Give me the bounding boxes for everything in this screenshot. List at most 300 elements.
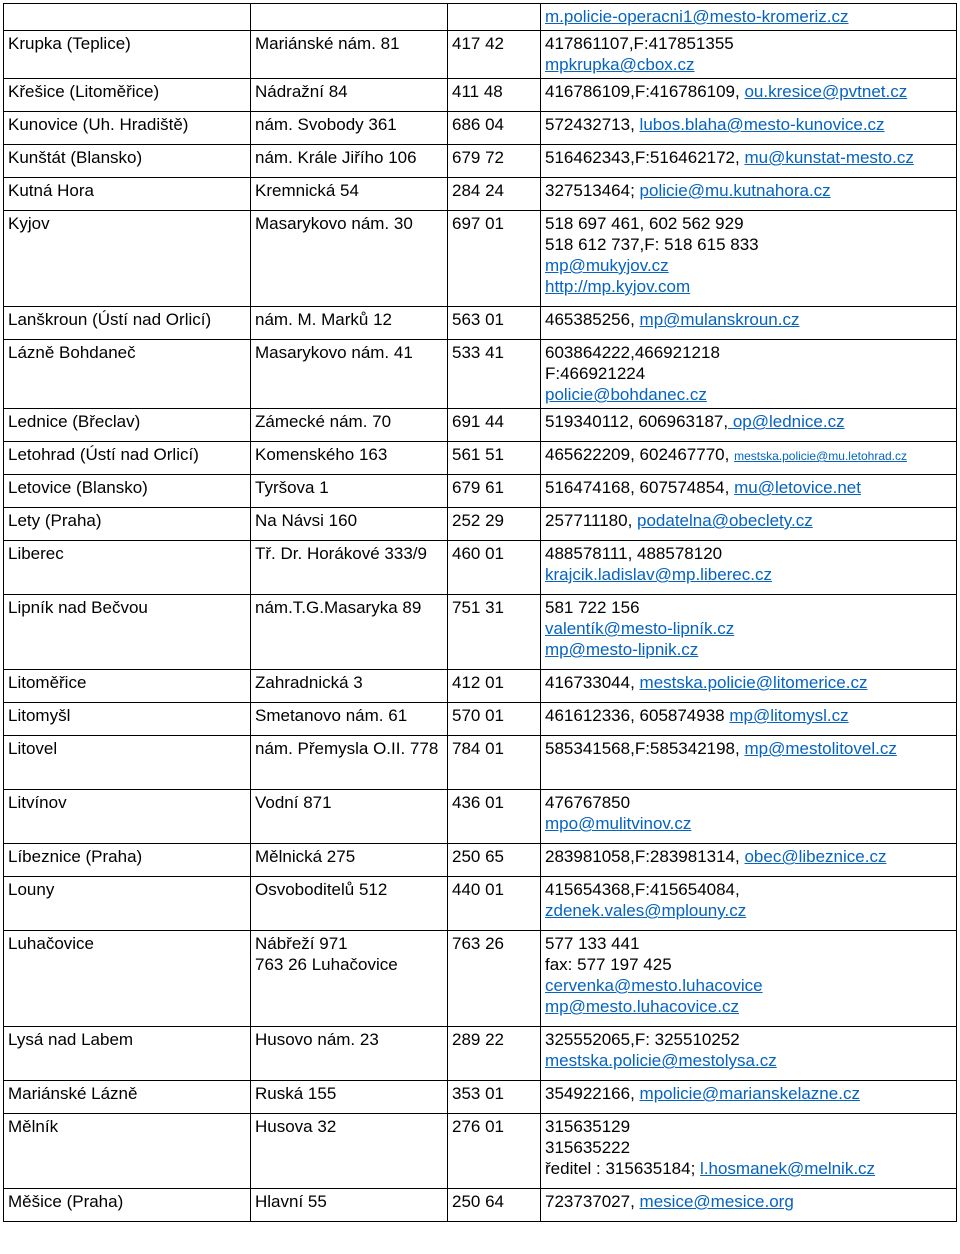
email-link[interactable]: lubos.blaha@mesto-kunovice.cz [639, 115, 885, 134]
phone-text: 417861107,F:417851355 [545, 34, 734, 53]
street-text: Vodní 871 [255, 793, 332, 812]
police-contact-table [3, 3, 957, 1222]
contact-line [545, 1083, 952, 1104]
zip-cell [448, 211, 541, 307]
email-link[interactable]: mp@mulanskroun.cz [639, 310, 800, 329]
zip-text: 679 61 [452, 478, 504, 497]
contact-line [545, 846, 952, 867]
zip-text: 276 01 [452, 1117, 504, 1136]
street-text: Zahradnická 3 [255, 673, 363, 692]
phone-text: 257711180, [545, 511, 638, 530]
city-text: Lázně Bohdaneč [8, 343, 136, 362]
city-cell [4, 307, 251, 340]
email-link[interactable]: policie@mu.kutnahora.cz [639, 181, 831, 200]
street-cell [251, 1189, 448, 1222]
contact-line [545, 1029, 952, 1050]
contact-line [545, 813, 952, 834]
phone-text: 518 697 461, 602 562 929 [545, 214, 744, 233]
zip-text: 697 01 [452, 214, 504, 233]
phone-text: 465385256, [545, 310, 640, 329]
contact-line [545, 1158, 952, 1179]
contact-line [545, 33, 952, 54]
street-cell [251, 877, 448, 931]
contact-line [545, 738, 952, 759]
contact-line [545, 975, 952, 996]
street-cell [251, 670, 448, 703]
zip-cell [448, 112, 541, 145]
table-row [4, 670, 957, 703]
contact-line [545, 933, 952, 954]
city-text: Lanškroun (Ústí nad Orlicí) [8, 310, 212, 329]
city-text: Lednice (Břeclav) [8, 412, 141, 431]
city-text: Letohrad (Ústí nad Orlicí) [8, 445, 199, 464]
email-link[interactable]: mp@litomysl.cz [729, 706, 849, 725]
email-link[interactable]: mp@mesto-lipnik.cz [545, 640, 699, 659]
street-cell [251, 1114, 448, 1189]
phone-text: 315635129 [545, 1117, 631, 1136]
street-cell [251, 112, 448, 145]
zip-text: 570 01 [452, 706, 504, 725]
street-cell [251, 442, 448, 475]
table-row [4, 4, 957, 31]
contact-line [545, 996, 952, 1017]
city-cell [4, 475, 251, 508]
zip-text: 250 64 [452, 1192, 504, 1211]
zip-text: 460 01 [452, 544, 504, 563]
zip-text: 252 29 [452, 511, 504, 530]
street-text: Husovo nám. 23 [255, 1030, 379, 1049]
city-text: Lety (Praha) [8, 511, 102, 530]
table-row [4, 595, 957, 670]
city-text: Litomyšl [8, 706, 71, 725]
street-cell [251, 79, 448, 112]
zip-cell [448, 79, 541, 112]
contact-line [545, 81, 952, 102]
street-cell [251, 508, 448, 541]
contact-cell [541, 145, 957, 178]
zip-cell [448, 1114, 541, 1189]
table-row [4, 145, 957, 178]
contact-cell [541, 877, 957, 931]
city-text: Litoměřice [8, 673, 87, 692]
email-link[interactable]: mu@kunstat-mesto.cz [744, 148, 914, 167]
street-cell [251, 1027, 448, 1081]
city-cell [4, 4, 251, 31]
contact-cell [541, 1114, 957, 1189]
table-row [4, 877, 957, 931]
contact-cell [541, 442, 957, 475]
phone-text: 516474168, 607574854, [545, 478, 735, 497]
contact-cell [541, 931, 957, 1027]
table-row [4, 736, 957, 790]
city-text: Krupka (Teplice) [8, 34, 131, 53]
city-text: Louny [8, 880, 55, 899]
city-text: Lysá nad Labem [8, 1030, 134, 1049]
table-row [4, 409, 957, 442]
city-text: Mělník [8, 1117, 59, 1136]
street-cell [251, 844, 448, 877]
phone-text: 315635222 [545, 1138, 631, 1157]
city-text: Líbeznice (Praha) [8, 847, 143, 866]
zip-cell [448, 4, 541, 31]
zip-cell [448, 307, 541, 340]
phone-text: 516462343,F:516462172, [545, 148, 745, 167]
zip-text: 679 72 [452, 148, 504, 167]
phone-text: 723737027, [545, 1192, 640, 1211]
contact-line [545, 672, 952, 693]
phone-text: 476767850 [545, 793, 631, 812]
zip-cell [448, 145, 541, 178]
contact-line [545, 147, 952, 168]
contact-line [545, 564, 952, 585]
email-link[interactable]: mpolicie@marianskelazne.cz [639, 1084, 860, 1103]
city-cell [4, 409, 251, 442]
email-link[interactable]: op@lednice.cz [728, 412, 845, 431]
table-row [4, 1081, 957, 1114]
phone-text: 518 612 737,F: 518 615 833 [545, 235, 759, 254]
contact-line [545, 639, 952, 660]
zip-text: 686 04 [452, 115, 504, 134]
city-cell [4, 340, 251, 409]
city-cell [4, 844, 251, 877]
email-link[interactable]: ou.kresice@pvtnet.cz [744, 82, 908, 101]
contact-cell [541, 112, 957, 145]
street-text: Komenského 163 [255, 445, 388, 464]
zip-cell [448, 790, 541, 844]
city-text: Měšice (Praha) [8, 1192, 124, 1211]
contact-line [545, 411, 952, 432]
zip-text: 353 01 [452, 1084, 504, 1103]
contact-cell [541, 736, 957, 790]
contact-line [545, 879, 952, 900]
city-cell [4, 877, 251, 931]
zip-cell [448, 736, 541, 790]
zip-cell [448, 178, 541, 211]
city-text: Kyjov [8, 214, 50, 233]
street-text: Nábřeží 971 763 26 Luhačovice [255, 934, 398, 974]
email-link[interactable]: mp@mukyjov.cz [545, 256, 669, 275]
city-cell [4, 790, 251, 844]
zip-text: 440 01 [452, 880, 504, 899]
contact-cell [541, 670, 957, 703]
contact-cell [541, 595, 957, 670]
contact-cell [541, 508, 957, 541]
street-cell [251, 595, 448, 670]
street-cell [251, 1081, 448, 1114]
zip-cell [448, 877, 541, 931]
city-cell [4, 736, 251, 790]
street-text: Tř. Dr. Horákové 333/9 [255, 544, 427, 563]
table-row [4, 541, 957, 595]
zip-cell [448, 442, 541, 475]
zip-text: 411 48 [452, 82, 503, 101]
contact-line [545, 510, 952, 531]
street-text: nám. Svobody 361 [255, 115, 397, 134]
street-text: Smetanovo nám. 61 [255, 706, 408, 725]
contact-line [545, 705, 952, 726]
city-cell [4, 178, 251, 211]
contact-cell [541, 178, 957, 211]
zip-text: 289 22 [452, 1030, 504, 1049]
contact-cell [541, 1081, 957, 1114]
contact-line [545, 309, 952, 330]
contact-cell [541, 307, 957, 340]
street-text: Nádražní 84 [255, 82, 348, 101]
city-cell [4, 931, 251, 1027]
contact-line [545, 792, 952, 813]
street-text: nám. Krále Jiřího 106 [255, 148, 417, 167]
city-text: Liberec [8, 544, 64, 563]
contact-line [545, 213, 952, 234]
contact-cell [541, 475, 957, 508]
zip-text: 533 41 [452, 343, 504, 362]
contact-line [545, 255, 952, 276]
street-cell [251, 931, 448, 1027]
contact-line [545, 54, 952, 75]
zip-text: 561 51 [452, 445, 504, 464]
city-cell [4, 670, 251, 703]
street-text: Mariánské nám. 81 [255, 34, 400, 53]
phone-text: 461612336, 605874938 [545, 706, 730, 725]
city-cell [4, 79, 251, 112]
phone-text: 581 722 156 [545, 598, 640, 617]
contact-cell [541, 340, 957, 409]
contact-cell [541, 211, 957, 307]
table-row [4, 31, 957, 79]
phone-text: 354922166, [545, 1084, 640, 1103]
city-cell [4, 145, 251, 178]
table-row [4, 79, 957, 112]
contact-line [545, 954, 952, 975]
zip-text: 563 01 [452, 310, 504, 329]
table-row [4, 475, 957, 508]
city-cell [4, 703, 251, 736]
street-text: Masarykovo nám. 41 [255, 343, 413, 362]
city-text: Mariánské Lázně [8, 1084, 138, 1103]
table-row [4, 178, 957, 211]
contact-cell [541, 844, 957, 877]
zip-cell [448, 844, 541, 877]
table-row [4, 307, 957, 340]
phone-text: 603864222,466921218 [545, 343, 720, 362]
email-link[interactable]: mp@mesto.luhacovice.cz [545, 997, 739, 1016]
contact-line [545, 597, 952, 618]
phone-text: 577 133 441 [545, 934, 640, 953]
table-row [4, 931, 957, 1027]
zip-cell [448, 31, 541, 79]
email-link[interactable]: policie@bohdanec.cz [545, 385, 707, 404]
street-cell [251, 703, 448, 736]
phone-text: 465622209, 602467770, [545, 445, 735, 464]
street-cell [251, 475, 448, 508]
street-text: Na Návsi 160 [255, 511, 358, 530]
city-cell [4, 112, 251, 145]
city-cell [4, 595, 251, 670]
street-text: Osvoboditelů 512 [255, 880, 388, 899]
city-text: Letovice (Blansko) [8, 478, 148, 497]
zip-text: 784 01 [452, 739, 504, 758]
table-body [4, 4, 957, 1222]
zip-text: 284 24 [452, 181, 504, 200]
city-cell [4, 508, 251, 541]
email-link[interactable]: obec@libeznice.cz [744, 847, 887, 866]
street-cell [251, 541, 448, 595]
zip-text: 751 31 [452, 598, 504, 617]
contact-line [545, 384, 952, 405]
email-link[interactable]: l.hosmanek@melnik.cz [700, 1159, 876, 1178]
contact-line [545, 444, 952, 467]
phone-text: 585341568,F:585342198, [545, 739, 745, 758]
phone-text: 488578111, 488578120 [545, 544, 723, 563]
street-cell [251, 178, 448, 211]
table-row [4, 112, 957, 145]
street-text: Masarykovo nám. 30 [255, 214, 413, 233]
street-text: Kremnická 54 [255, 181, 359, 200]
zip-text: 412 01 [452, 673, 504, 692]
contact-cell [541, 703, 957, 736]
zip-cell [448, 1189, 541, 1222]
contact-cell [541, 1027, 957, 1081]
email-link[interactable]: zdenek.vales@mplouny.cz [545, 901, 747, 920]
contact-line [545, 1050, 952, 1071]
phone-text: 572432713, [545, 115, 640, 134]
street-cell [251, 145, 448, 178]
table-row [4, 1114, 957, 1189]
contact-line [545, 114, 952, 135]
contact-line [545, 6, 952, 27]
contact-line [545, 1191, 952, 1212]
phone-text: ředitel : 315635184; [545, 1159, 701, 1178]
contact-cell [541, 4, 957, 31]
street-text: Hlavní 55 [255, 1192, 327, 1211]
street-text: nám. Přemysla O.II. 778 [255, 739, 439, 758]
web-link[interactable]: http://mp.kyjov.com [545, 277, 691, 296]
contact-cell [541, 1189, 957, 1222]
email-link[interactable]: mpo@mulitvinov.cz [545, 814, 692, 833]
city-text: Lipník nad Bečvou [8, 598, 148, 617]
city-cell [4, 1027, 251, 1081]
email-link[interactable]: valentík@mesto-lipník.cz [545, 619, 735, 638]
contact-line [545, 618, 952, 639]
email-link[interactable]: mpkrupka@cbox.cz [545, 55, 695, 74]
table-row [4, 1189, 957, 1222]
city-text: Litvínov [8, 793, 67, 812]
zip-cell [448, 703, 541, 736]
phone-text: fax: 577 197 425 [545, 955, 672, 974]
street-cell [251, 790, 448, 844]
contact-line [545, 342, 952, 363]
contact-line [545, 180, 952, 201]
zip-text: 763 26 [452, 934, 504, 953]
table-row [4, 1027, 957, 1081]
phone-text: F:466921224 [545, 364, 646, 383]
zip-cell [448, 541, 541, 595]
phone-text: 416786109,F:416786109, [545, 82, 745, 101]
contact-line [545, 543, 952, 564]
zip-cell [448, 475, 541, 508]
street-cell [251, 736, 448, 790]
email-link[interactable]: cervenka@mesto.luhacovice [545, 976, 763, 995]
city-cell [4, 1189, 251, 1222]
street-cell [251, 211, 448, 307]
city-text: Kunštát (Blansko) [8, 148, 143, 167]
city-text: Kunovice (Uh. Hradiště) [8, 115, 189, 134]
street-text: Husova 32 [255, 1117, 337, 1136]
zip-text: 436 01 [452, 793, 504, 812]
zip-cell [448, 1081, 541, 1114]
table-row [4, 703, 957, 736]
contact-cell [541, 409, 957, 442]
street-text: Mělnická 275 [255, 847, 356, 866]
city-cell [4, 442, 251, 475]
phone-text: 327513464; [545, 181, 640, 200]
street-cell [251, 307, 448, 340]
table-row [4, 340, 957, 409]
city-cell [4, 1114, 251, 1189]
street-cell [251, 409, 448, 442]
zip-cell [448, 340, 541, 409]
contact-line [545, 234, 952, 255]
street-text: Ruská 155 [255, 1084, 337, 1103]
street-cell [251, 4, 448, 31]
contact-line [545, 1137, 952, 1158]
email-link[interactable]: mestska.policie@mu.letohrad.cz [734, 449, 907, 463]
street-text: Tyršova 1 [255, 478, 329, 497]
email-link[interactable]: mestska.policie@mestolysa.cz [545, 1051, 777, 1070]
table-row [4, 442, 957, 475]
street-text: nám.T.G.Masaryka 89 [255, 598, 422, 617]
street-text: Zámecké nám. 70 [255, 412, 392, 431]
email-link[interactable]: krajcik.ladislav@mp.liberec.cz [545, 565, 772, 584]
contact-cell [541, 541, 957, 595]
phone-text: 519340112, 606963187, [545, 412, 729, 431]
email-link[interactable]: podatelna@obeclety.cz [637, 511, 813, 530]
city-cell [4, 1081, 251, 1114]
zip-cell [448, 931, 541, 1027]
phone-text: 416733044, [545, 673, 640, 692]
zip-cell [448, 508, 541, 541]
city-cell [4, 541, 251, 595]
city-text: Kutná Hora [8, 181, 94, 200]
phone-text: 415654368,F:415654084, [545, 880, 740, 899]
email-link[interactable]: mesice@mesice.org [639, 1192, 794, 1211]
city-cell [4, 211, 251, 307]
zip-text: 691 44 [452, 412, 504, 431]
city-text: Křešice (Litoměřice) [8, 82, 160, 101]
zip-cell [448, 409, 541, 442]
table-row [4, 844, 957, 877]
email-link[interactable]: mestska.policie@litomerice.cz [639, 673, 868, 692]
table-row [4, 508, 957, 541]
contact-cell [541, 790, 957, 844]
table-row [4, 790, 957, 844]
phone-text: 283981058,F:283981314, [545, 847, 745, 866]
email-link[interactable]: mu@letovice.net [734, 478, 861, 497]
contact-cell [541, 31, 957, 79]
street-text: nám. M. Marků 12 [255, 310, 392, 329]
city-cell [4, 31, 251, 79]
zip-cell [448, 595, 541, 670]
contact-line [545, 363, 952, 384]
phone-text: 325552065,F: 325510252 [545, 1030, 740, 1049]
email-link[interactable]: m.policie-operacni1@mesto-kromeriz.cz [545, 7, 849, 26]
contact-cell [541, 79, 957, 112]
city-text: Luhačovice [8, 934, 95, 953]
email-link[interactable]: mp@mestolitovel.cz [744, 739, 897, 758]
contact-line [545, 477, 952, 498]
zip-cell [448, 1027, 541, 1081]
zip-cell [448, 670, 541, 703]
